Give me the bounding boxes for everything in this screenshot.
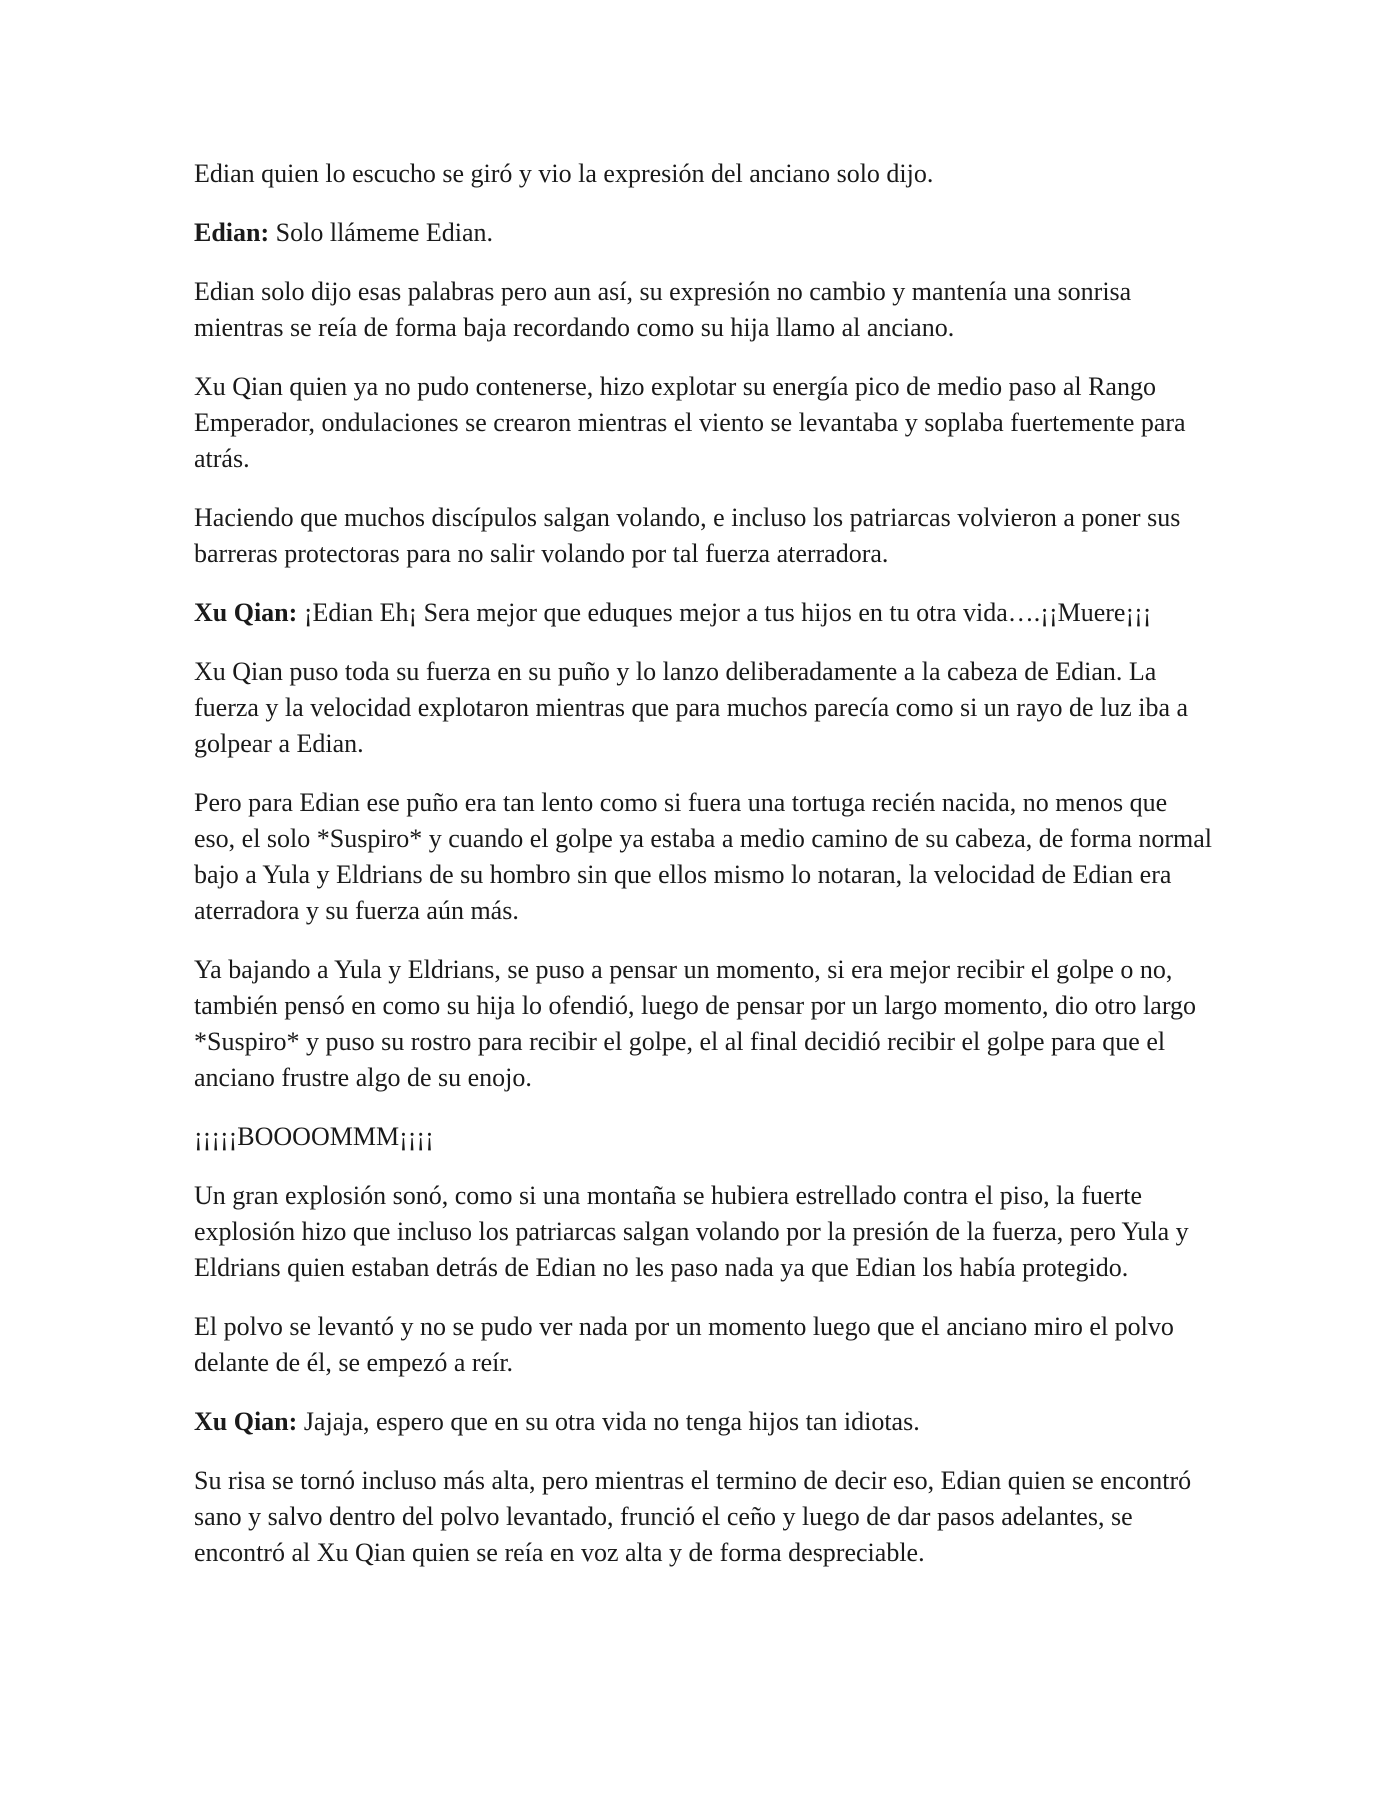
speaker-label: Xu Qian: — [194, 598, 298, 627]
dialogue-xu-qian-1 — [194, 595, 1214, 631]
paragraph-text: Haciendo que muchos discípulos salgan volando, e incluso los patriarcas volvieron a poner sus barreras protectoras para no salir volando por tal fuerza aterradora. — [194, 503, 1181, 568]
paragraph-text: Pero para Edian ese puño era tan lento como si fuera una tortuga recién nacida, no menos que eso, el solo *Suspiro* y cuando el golpe ya estaba a medio camino de su cabeza, de forma normal bajo a Yula y Eldrians de su hombro sin que ellos mismo lo notaran, la velocidad de Edian era aterradora y su fuerza aún más. — [194, 788, 1213, 925]
paragraph-text: Edian quien lo escucho se giró y vio la expresión del anciano solo dijo. — [194, 159, 934, 188]
dialogue-xu-qian-2 — [194, 1404, 1214, 1440]
paragraph-7 — [194, 654, 1214, 762]
paragraph-9 — [194, 952, 1214, 1096]
paragraph-1 — [194, 156, 1214, 192]
dialogue-text: ¡Edian Eh¡ Sera mejor que eduques mejor a tus hijos en tu otra vida….¡¡Muere¡¡¡ — [297, 598, 1152, 627]
sound-effect-boom — [194, 1119, 1214, 1155]
speaker-label: Edian: — [194, 218, 270, 247]
paragraph-text: Edian solo dijo esas palabras pero aun así, su expresión no cambio y mantenía una sonrisa mientras se reía de forma baja recordando como su hija llamo al anciano. — [194, 277, 1132, 342]
paragraph-4 — [194, 369, 1214, 477]
dialogue-edian-1 — [194, 215, 1214, 251]
paragraph-text: Un gran explosión sonó, como si una montaña se hubiera estrellado contra el piso, la fuerte explosión hizo que incluso los patriarcas salgan volando por la presión de la fuerza, pero Yula y Eldrians quien estaban detrás de Edian no les paso nada ya que Edian los había protegido. — [194, 1181, 1189, 1282]
paragraph-12 — [194, 1309, 1214, 1381]
paragraph-14 — [194, 1463, 1214, 1571]
paragraph-5 — [194, 500, 1214, 572]
speaker-label: Xu Qian: — [194, 1407, 298, 1436]
document-page — [194, 156, 1214, 1594]
paragraph-11 — [194, 1178, 1214, 1286]
paragraph-text: ¡¡¡¡¡BOOOOMMM¡¡¡¡ — [194, 1122, 434, 1151]
paragraph-text: Ya bajando a Yula y Eldrians, se puso a pensar un momento, si era mejor recibir el golpe o no, también pensó en como su hija lo ofendió, luego de pensar por un largo momento, dio otro largo *Suspiro* y puso su rostro para recibir el golpe, el al final decidió recibir el golpe para que el anciano frustre algo de su enojo. — [194, 955, 1197, 1092]
paragraph-text: Xu Qian puso toda su fuerza en su puño y lo lanzo deliberadamente a la cabeza de Edian. La fuerza y la velocidad explotaron mientras que para muchos parecía como si un rayo de luz iba a golpear a Edian. — [194, 657, 1189, 758]
paragraph-text: El polvo se levantó y no se pudo ver nada por un momento luego que el anciano miro el polvo delante de él, se empezó a reír. — [194, 1312, 1174, 1377]
paragraph-3 — [194, 274, 1214, 346]
paragraph-text: Xu Qian quien ya no pudo contenerse, hizo explotar su energía pico de medio paso al Rango Emperador, ondulaciones se crearon mientras el viento se levantaba y soplaba fuertemente para atrás. — [194, 372, 1186, 473]
paragraph-8 — [194, 785, 1214, 929]
dialogue-text: Solo llámeme Edian. — [269, 218, 493, 247]
dialogue-text: Jajaja, espero que en su otra vida no tenga hijos tan idiotas. — [297, 1407, 920, 1436]
paragraph-text: Su risa se tornó incluso más alta, pero mientras el termino de decir eso, Edian quien se encontró sano y salvo dentro del polvo levantado, frunció el ceño y luego de dar pasos adelantes, se encontró al Xu Qian quien se reía en voz alta y de forma despreciable. — [194, 1466, 1192, 1567]
